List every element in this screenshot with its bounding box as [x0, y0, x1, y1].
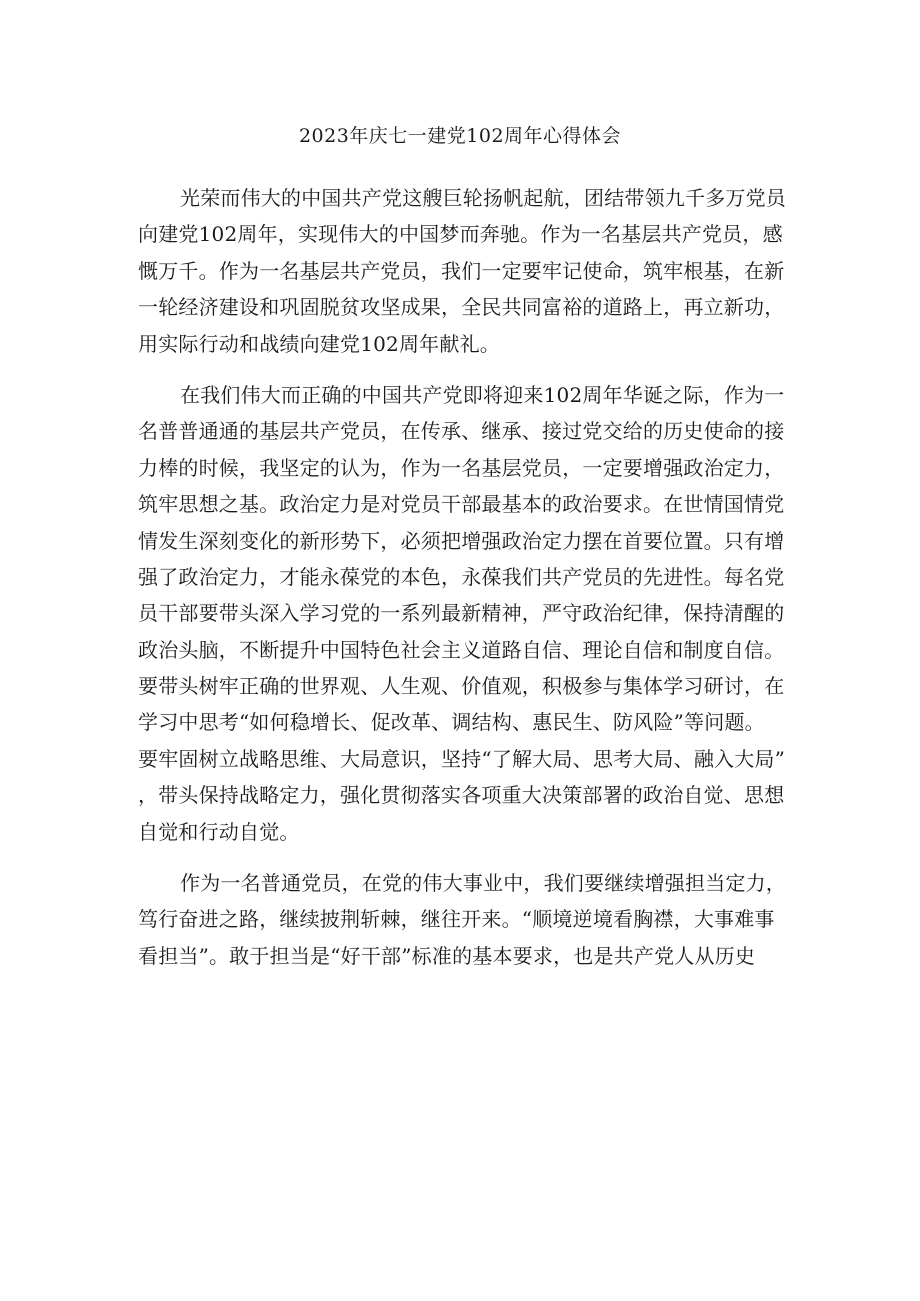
paragraph-line: 自觉和行动自觉。: [138, 819, 300, 844]
paragraph-line: 光荣而伟大的中国共产党这艘巨轮扬帆起航，团结带领九千多万党员: [180, 186, 786, 210]
paragraph-line: 政治头脑，不断提升中国特色社会主义道路自信、理论自信和制度自信。: [138, 637, 785, 662]
paragraph-line: 作为一名普通党员，在党的伟大事业中，我们要继续增强担当定力，: [180, 871, 786, 896]
paragraph-1: [138, 180, 798, 362]
paragraph-line: 在我们伟大而正确的中国共产党即将迎来102周年华诞之际，作为一: [180, 382, 785, 407]
paragraph-line: 员干部要带头深入学习党的一系列最新精神，严守政治纪律，保持清醒的: [138, 601, 785, 626]
paragraph-line: 强了政治定力，才能永葆党的本色，永葆我们共产党员的先进性。每名党: [138, 564, 785, 589]
document-title: 2023年庆七一建党102周年心得体会: [298, 125, 622, 147]
paragraph-line: 笃行奋进之路，继续披荆斩棘，继往开来。“顺境逆境看胸襟，大事难事: [138, 907, 775, 932]
paragraph-line: 学习中思考“如何稳增长、促改革、调结构、惠民生、防风险”等问题。: [138, 710, 765, 735]
paragraph-line: 力棒的时候，我坚定的认为，作为一名基层党员，一定要增强政治定力，: [138, 455, 785, 480]
paragraph-line: 筑牢思想之基。政治定力是对党员干部最基本的政治要求。在世情国情党: [138, 492, 785, 517]
paragraph-line: 慨万千。作为一名基层共产党员，我们一定要牢记使命，筑牢根基，在新: [138, 258, 785, 283]
paragraph-2: [138, 377, 798, 850]
paragraph-line: 看担当”。敢于担当是“好干部”标准的基本要求，也是共产党人从历史: [138, 943, 756, 968]
paragraph-line: 要牢固树立战略思维、大局意识，坚持“了解大局、思考大局、融入大局”: [138, 746, 786, 771]
paragraph-line: 用实际行动和战绩向建党102周年献礼。: [138, 331, 500, 356]
paragraph-line: 要带头树牢正确的世界观、人生观、价值观，积极参与集体学习研讨，在: [138, 674, 785, 699]
paragraph-line: 名普普通通的基层共产党员，在传承、继承、接过党交给的历史使命的接: [138, 419, 785, 444]
paragraph-line: 向建党102周年，实现伟大的中国梦而奔驰。作为一名基层共产党员，感: [138, 222, 783, 247]
paragraph-line: ，带头保持战略定力，强化贯彻落实各项重大决策部署的政治自觉、思想: [138, 783, 785, 808]
paragraph-line: 情发生深刻变化的新形势下，必须把增强政治定力摆在首要位置。只有增: [138, 528, 785, 553]
paragraph-line: 一轮经济建设和巩固脱贫攻坚成果，全民共同富裕的道路上，再立新功，: [138, 295, 785, 320]
paragraph-3: [138, 865, 798, 974]
document-body: [138, 180, 798, 989]
